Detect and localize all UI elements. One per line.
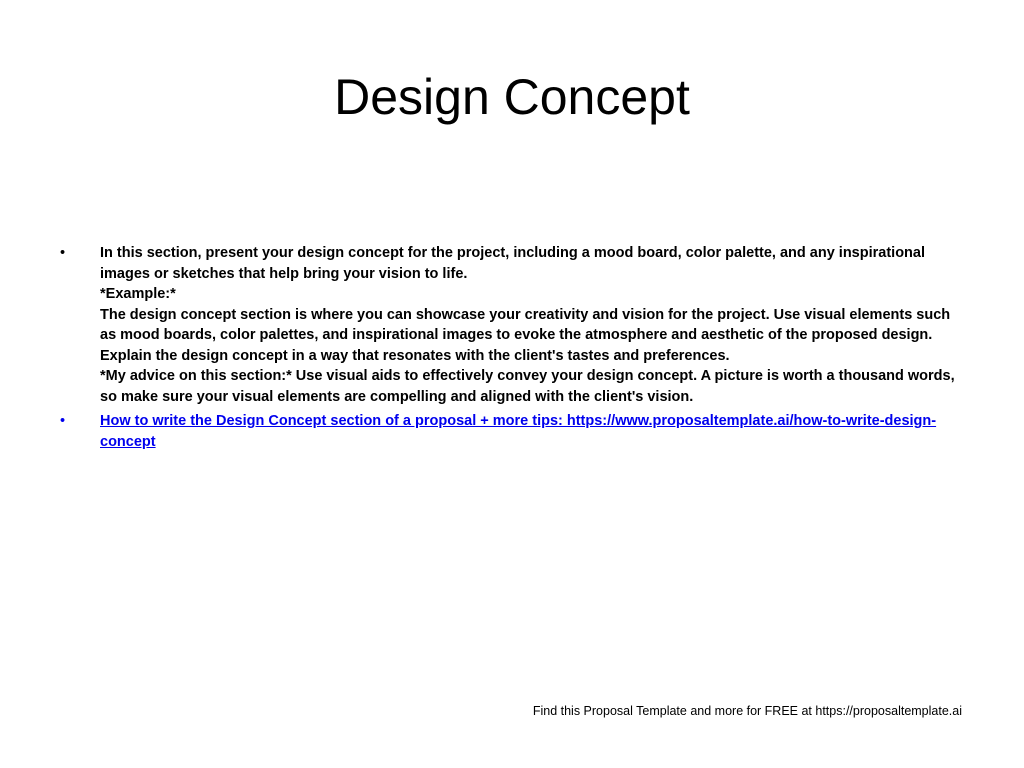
list-item bbox=[56, 243, 968, 407]
intro-paragraph: In this section, present your design concept for the project, including a mood board, color palette, and any inspirational images or sketches that help bring your vision to life. bbox=[100, 245, 925, 282]
bullet-list bbox=[56, 243, 968, 456]
example-label: *Example:* bbox=[100, 286, 176, 302]
example-paragraph: The design concept section is where you can showcase your creativity and vision for the project. Use visual elements such as mood boards, color palettes, and inspirational images to evoke the atmosphere and aesthetic of the proposed design. Explain the design concept in a way that resonates with the client's tastes and preferences. bbox=[100, 306, 951, 364]
tips-link[interactable]: How to write the Design Concept section of a proposal + more tips: https://www.proposaltemplate.ai/how-to-write-design-concept bbox=[100, 413, 937, 450]
footer-text: Find this Proposal Template and more for FREE at https://proposaltemplate.ai bbox=[532, 704, 962, 718]
advice-paragraph: *My advice on this section:* Use visual aids to effectively convey your design concept. A picture is worth a thousand words, so make sure your visual elements are compelling and aligned with the client's vision. bbox=[100, 368, 955, 405]
slide-title: Design Concept bbox=[334, 69, 690, 125]
list-item bbox=[56, 411, 968, 452]
bullet-icon: • bbox=[60, 245, 66, 261]
bullet-icon: • bbox=[60, 413, 66, 429]
